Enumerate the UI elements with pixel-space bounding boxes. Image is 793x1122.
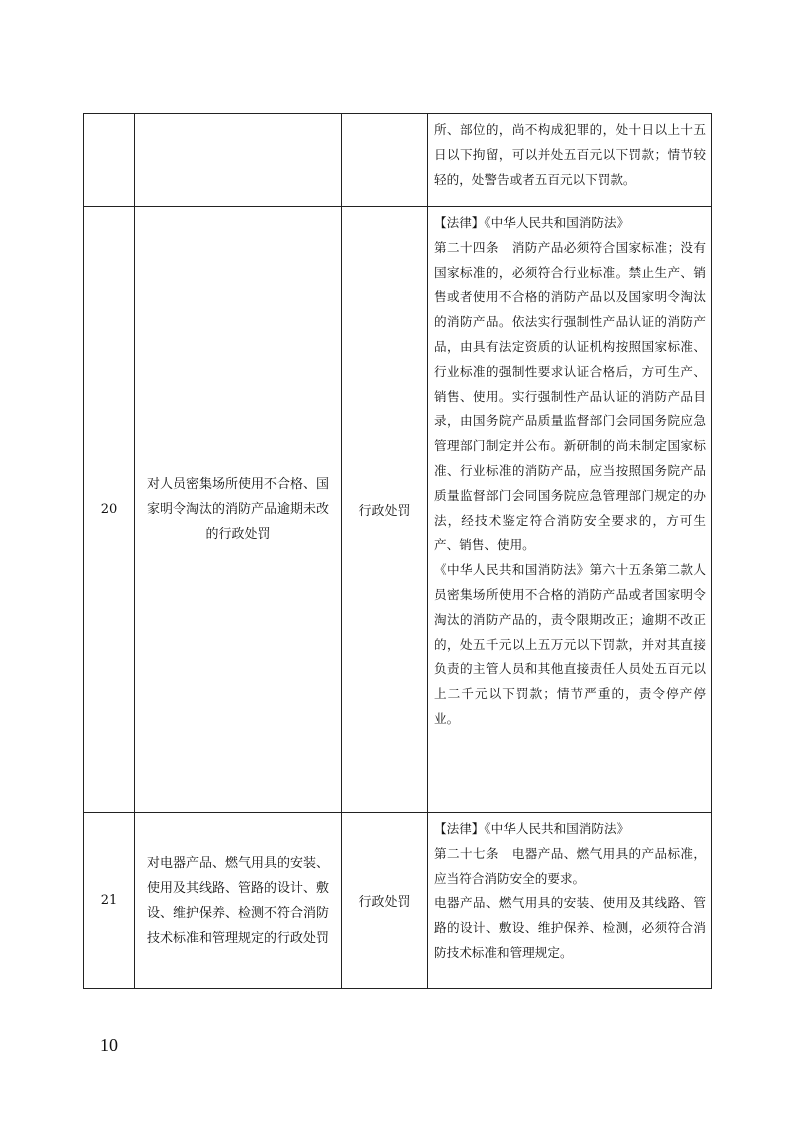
item-name: [135, 114, 342, 207]
row-number: 20: [84, 207, 135, 813]
item-name-text: 对电器产品、燃气用具的安装、使用及其线路、管路的设计、敷设、维护保养、检测不符合消防技术标准和管理规定的行政处罚: [146, 855, 329, 946]
basis-heading: 【法律】《中华人民共和国消防法》: [434, 821, 630, 836]
legal-basis: [428, 813, 712, 989]
row-number: 21: [84, 813, 135, 989]
basis-paragraph: 《中华人民共和国消防法》第六十五条第二款人员密集场所使用不合格的消防产品或者国家明令淘汰的消防产品的，责令限期改正；逾期不改正的，处五千元以上五万元以下罚款，并对其直接负责的主管人员和其他直接责任人员处五百元以上二千元以下罚款；情节严重的，责令停产停业。: [434, 562, 706, 726]
item-name-text: 对人员密集场所使用不合格、国家明令淘汰的消防产品逾期未改的行政处罚: [146, 477, 329, 542]
item-name: [135, 813, 342, 989]
item-name: [135, 207, 342, 813]
page-number: 10: [100, 1035, 118, 1055]
row-number: [84, 114, 135, 207]
penalty-table: [83, 113, 712, 989]
legal-basis: [428, 207, 712, 813]
basis-paragraph: 第二十四条 消防产品必须符合国家标准；没有国家标准的，必须符合行业标准。禁止生产、销售或者使用不合格的消防产品以及国家明令淘汰的消防产品。依法实行强制性产品认证的消防产品，由具有法定资质的认证机构按照国家标准、行业标准的强制性要求认证合格后，方可生产、销售、使用。实行强制性产品认证的消防产品目录，由国务院产品质量监督部门会同国务院应急管理部门制定并公布。新研制的尚未制定国家标准、行业标准的消防产品，应当按照国务院产品质量监督部门会同国务院应急管理部门规定的办法，经技术鉴定符合消防安全要求的，方可生产、销售、使用。: [434, 239, 706, 553]
basis-paragraph: 电器产品、燃气用具的安装、使用及其线路、管路的设计、敷设、维护保养、检测，必须符合消防技术标准和管理规定。: [434, 895, 706, 960]
category: 行政处罚: [342, 207, 428, 813]
basis-paragraph: 第二十七条 电器产品、燃气用具的产品标准，应当符合消防安全的要求。: [434, 845, 706, 886]
table-row: [84, 813, 712, 989]
basis-heading: 【法律】《中华人民共和国消防法》: [434, 215, 630, 230]
basis-paragraph: 所、部位的，尚不构成犯罪的，处十日以上十五日以下拘留，可以并处五百元以下罚款；情节较轻的，处警告或者五百元以下罚款。: [434, 122, 706, 187]
category: [342, 114, 428, 207]
category: 行政处罚: [342, 813, 428, 989]
table-row: [84, 207, 712, 813]
legal-basis: [428, 114, 712, 207]
table-row: [84, 114, 712, 207]
